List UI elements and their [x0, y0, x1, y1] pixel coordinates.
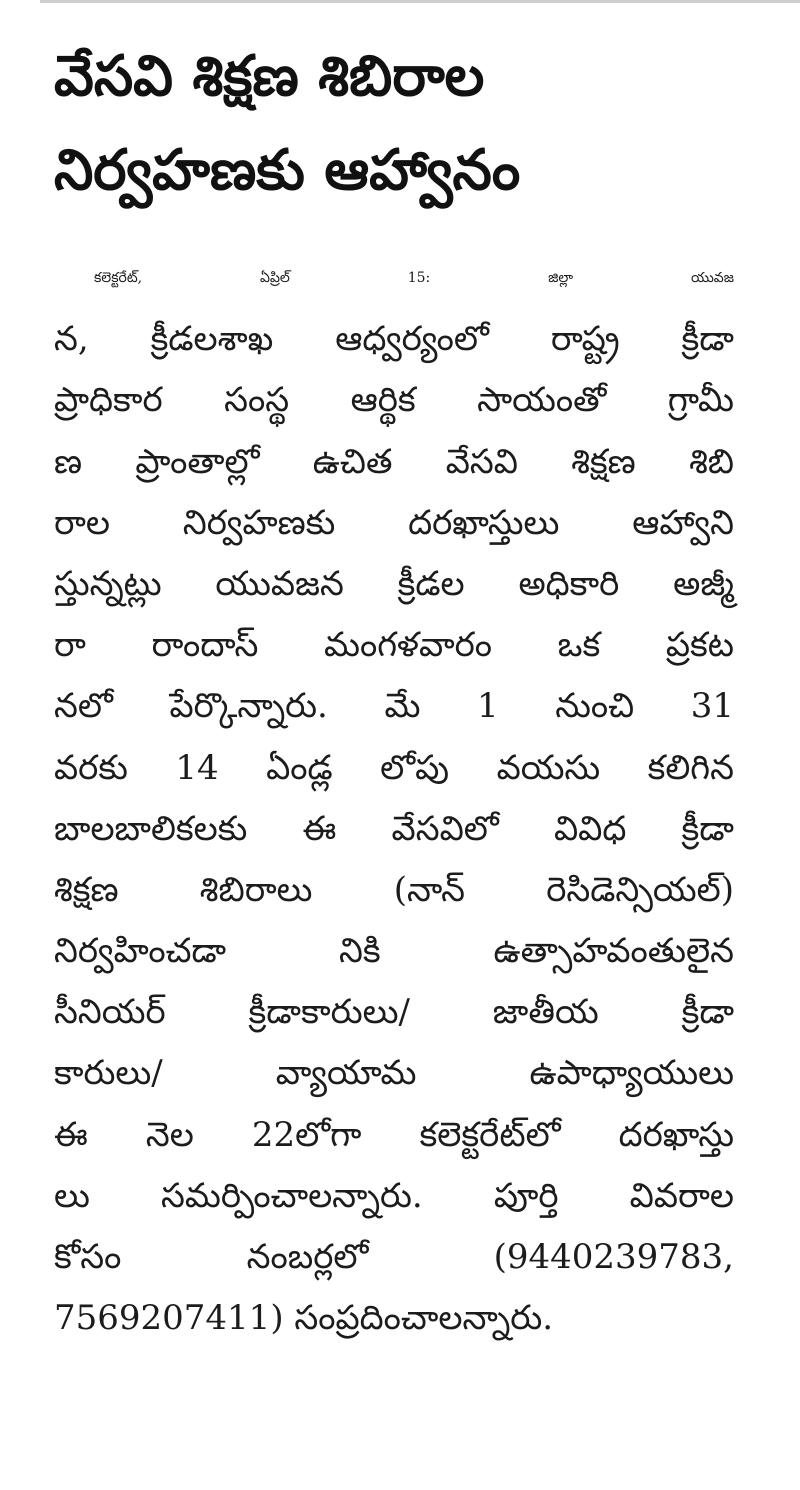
body-line-12: నిర్వహించడా నికి ఉత్సాహవంతులైన	[54, 931, 734, 972]
body-line-2: న, క్రీడలశాఖ ఆధ్వర్యంలో రాష్ట్ర క్రీడా	[54, 319, 734, 360]
body-line-4: ణ ప్రాంతాల్లో ఉచిత వేసవి శిక్షణ శిబి	[54, 441, 734, 482]
headline-line-1: వేసవి శిక్షణ శిబిరాల	[54, 44, 485, 109]
body-line-5: రాల నిర్వహణకు దరఖాస్తులు ఆహ్వాని	[54, 502, 734, 543]
news-article	[54, 30, 744, 1349]
body-line-13: సీనియర్ క్రీడాకారులు/ జాతీయ క్రీడా	[54, 992, 734, 1033]
body-line-14: కారులు/ వ్యాయామ ఉపాధ్యాయులు	[54, 1053, 734, 1094]
article-headline	[54, 30, 744, 218]
body-line-9: వరకు 14 ఏండ్ల లోపు వయసు కలిగిన	[54, 747, 734, 788]
body-line-6: స్తున్నట్లు యువజన క్రీడల అధికారి అజ్మీ	[54, 563, 734, 604]
body-line-16: లు సమర్పించాలన్నారు. పూర్తి వివరాల	[54, 1175, 734, 1216]
body-line-10: బాలబాలికలకు ఈ వేసవిలో వివిధ క్రీడా	[54, 808, 734, 849]
top-divider	[40, 0, 800, 3]
headline-line-2: నిర్వహణకు ఆహ్వానం	[54, 138, 521, 203]
body-line-7: రా రాందాస్ మంగళవారం ఒక ప్రకట	[54, 625, 734, 666]
body-line-17: కోసం నంబర్లలో (9440239783,	[54, 1237, 734, 1277]
body-line-18: 7569207411) సంప్రదించాలన్నారు.	[54, 1298, 554, 1339]
body-line-11: శిక్షణ శిబిరాలు (నాన్ రెసిడెన్సియల్)	[54, 869, 734, 910]
body-line-8: నలో పేర్కొన్నారు. మే 1 నుంచి 31	[54, 686, 734, 727]
body-line-15: ఈ నెల 22లోగా కలెక్టరేట్‌లో దరఖాస్తు	[54, 1114, 734, 1155]
article-body	[54, 248, 744, 1349]
body-line-1: కలెక్టరేట్, ఏప్రిల్ 15: జిల్లా యువజ	[94, 270, 734, 286]
body-line-3: ప్రాధికార సంస్థ ఆర్థిక సాయంతో గ్రామీ	[54, 380, 734, 421]
